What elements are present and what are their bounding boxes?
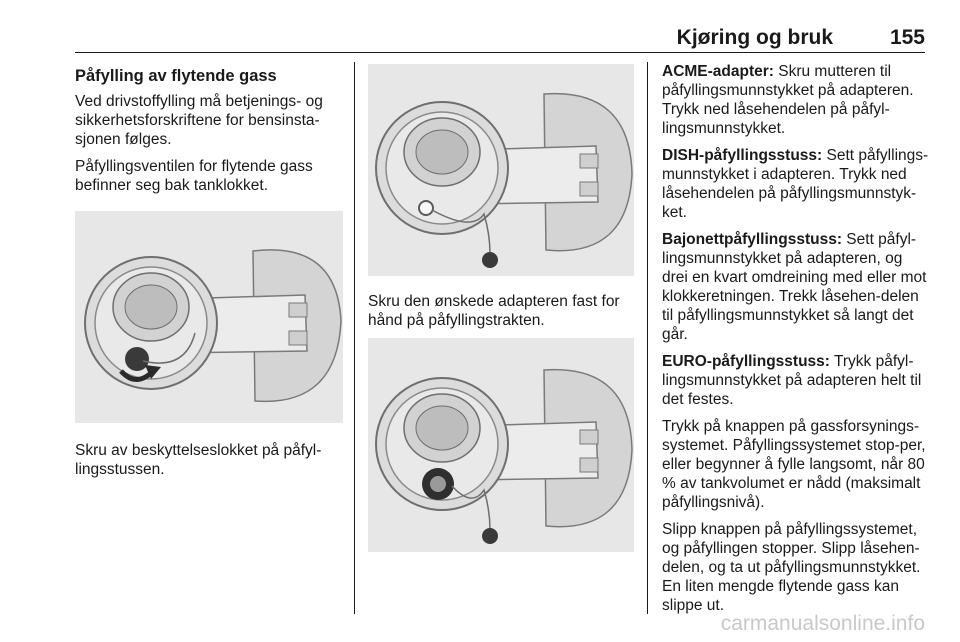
dish-text: Sett påfyllings-munnstykket i adapteren. Trykk ned låsehendelen på påfyllingsmunnstyk-ket.	[662, 147, 929, 221]
euro-text: Trykk påfyl-lingsmunnstykket på adapteren helt til det festes.	[662, 353, 922, 408]
page-number: 155	[889, 26, 925, 49]
paragraph-euro	[662, 352, 930, 409]
paragraph-release: Slipp knappen på påfyllingssystemet, og påfyllingen stopper. Slipp låsehen-delen, og ta ut påfyllingsmunnstykket. En liten mengde flytende gass kan slippe ut.	[662, 521, 921, 614]
section-title: Kjøring og bruk	[676, 26, 833, 49]
acme-text: Skru mutteren til påfyllingsmunnstykket på adapteren. Trykk ned låsehendelen på påfyl-lingsmunnstykket.	[662, 63, 914, 137]
illustration-adapter-mounted	[368, 338, 634, 552]
column-left	[75, 62, 343, 487]
caption-cap-removal: Skru av beskyttelseslokket på påfyl-lingsstussen.	[75, 442, 322, 478]
illustration-adapter	[368, 64, 634, 276]
column-divider	[647, 62, 648, 614]
euro-label: EURO-påfyllingsstuss:	[662, 353, 830, 370]
bayonet-label: Bajonettpåfyllingsstuss:	[662, 231, 842, 248]
column-right	[662, 62, 930, 623]
column-middle	[368, 62, 634, 552]
section-heading: Påfylling av flytende gass	[75, 67, 277, 85]
page-header	[75, 24, 925, 53]
watermark: carmanualsonline.info	[720, 612, 925, 635]
caption-adapter: Skru den ønskede adapteren fast for hånd på påfyllingstrakten.	[368, 293, 620, 329]
paragraph-safety: Ved drivstoffylling må betjenings- og sikkerhetsforskriftene for bensinsta-sjonen følges.	[75, 93, 323, 148]
illustration-cap-removal	[75, 211, 343, 423]
acme-label: ACME-adapter:	[662, 63, 774, 80]
dish-label: DISH-påfyllingsstuss:	[662, 147, 823, 164]
paragraph-dish	[662, 146, 930, 222]
paragraph-bayonet	[662, 230, 930, 344]
paragraph-valve-location: Påfyllingsventilen for flytende gass befinner seg bak tanklokket.	[75, 158, 313, 194]
paragraph-fill-stop: Trykk på knappen på gassforsynings-systemet. Påfyllingssystemet stop-per, eller begynner å fylle langsomt, når 80 % av tankvolumet er nådd (maksimalt påfyllingsnivå).	[662, 418, 926, 511]
column-divider	[354, 62, 355, 614]
bayonet-text: Sett påfyl-lingsmunnstykket på adapteren, og drei en kvart omdreining med eller mot klokkeretningen. Trekk låsehen-delen til påfyllingsmunnstykket så langt det går.	[662, 231, 927, 343]
paragraph-acme	[662, 62, 930, 138]
